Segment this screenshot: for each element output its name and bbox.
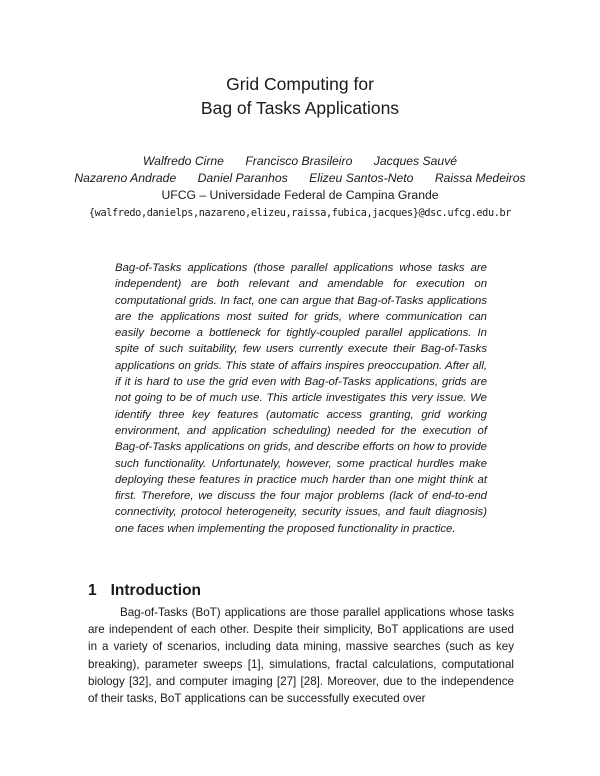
author-block [0,153,600,222]
section-heading [88,582,201,600]
author-name: Raissa Medeiros [434,171,526,186]
title-line-2: Bag of Tasks Applications [200,98,400,118]
author-name: Jacques Sauvé [373,154,458,168]
author-name: Walfredo Cirne [142,154,224,168]
authors-row-1 [0,153,600,170]
affiliation: UFCG – Universidade Federal de Campina Grande [161,188,439,203]
title-line-1: Grid Computing for [226,74,374,94]
section-title: Introduction [110,582,202,599]
author-name: Nazareno Andrade [74,171,177,186]
author-name: Elizeu Santos-Neto [309,171,414,186]
author-emails: {walfredo,danielps,nazareno,elizeu,raissa,fubica,jacques}@dsc.ufcg.edu.br [88,207,512,219]
paper-title [0,72,600,120]
section-number: 1 [88,582,97,599]
abstract: Bag-of-Tasks applications (those parallel applications whose tasks are independent) are both relevant and amendable for execution on computational grids. In fact, one can argue that Bag-of-Tasks applications are the applications most suited for grids, where communication can easily become a bottleneck for tightly-coupled parallel applications. In spite of such suitability, few users currently execute their Bag-of-Tasks applications on grids. This state of affairs inspires preoccupation. After all, if it is hard to use the grid even with Bag-of-Tasks applications, grids are not going to be of much use. This article investigates this very issue. We identify three key features (automatic access granting, grid working environment, and application scheduling) needed for the execution of Bag-of-Tasks applications on grids, and describe efforts on how to provide such functionality. Unfortunately, however, some practical hurdles make deploying these features in practice much harder than one might think at first. Therefore, we discuss the four major problems (lack of end-to-end connectivity, protocol heterogeneity, security issues, and fault diagnosis) one faces when implementing the proposed functionality in practice. [115,262,487,535]
author-name: Francisco Brasileiro [245,154,353,168]
authors-row-2 [0,170,600,187]
author-name: Daniel Paranhos [197,171,288,186]
body-paragraph: Bag-of-Tasks (BoT) applications are those parallel applications whose tasks are independent of each other. Despite their simplicity, BoT applications are used in a variety of scenarios, including data mining, massive searches (such as key breaking), parameter sweeps [1], simulations, fractal calculations, computational biology [32], and computer imaging [27] [28]. Moreover, due to the independence of their tasks, BoT applications can be successfully executed over [88,606,514,706]
